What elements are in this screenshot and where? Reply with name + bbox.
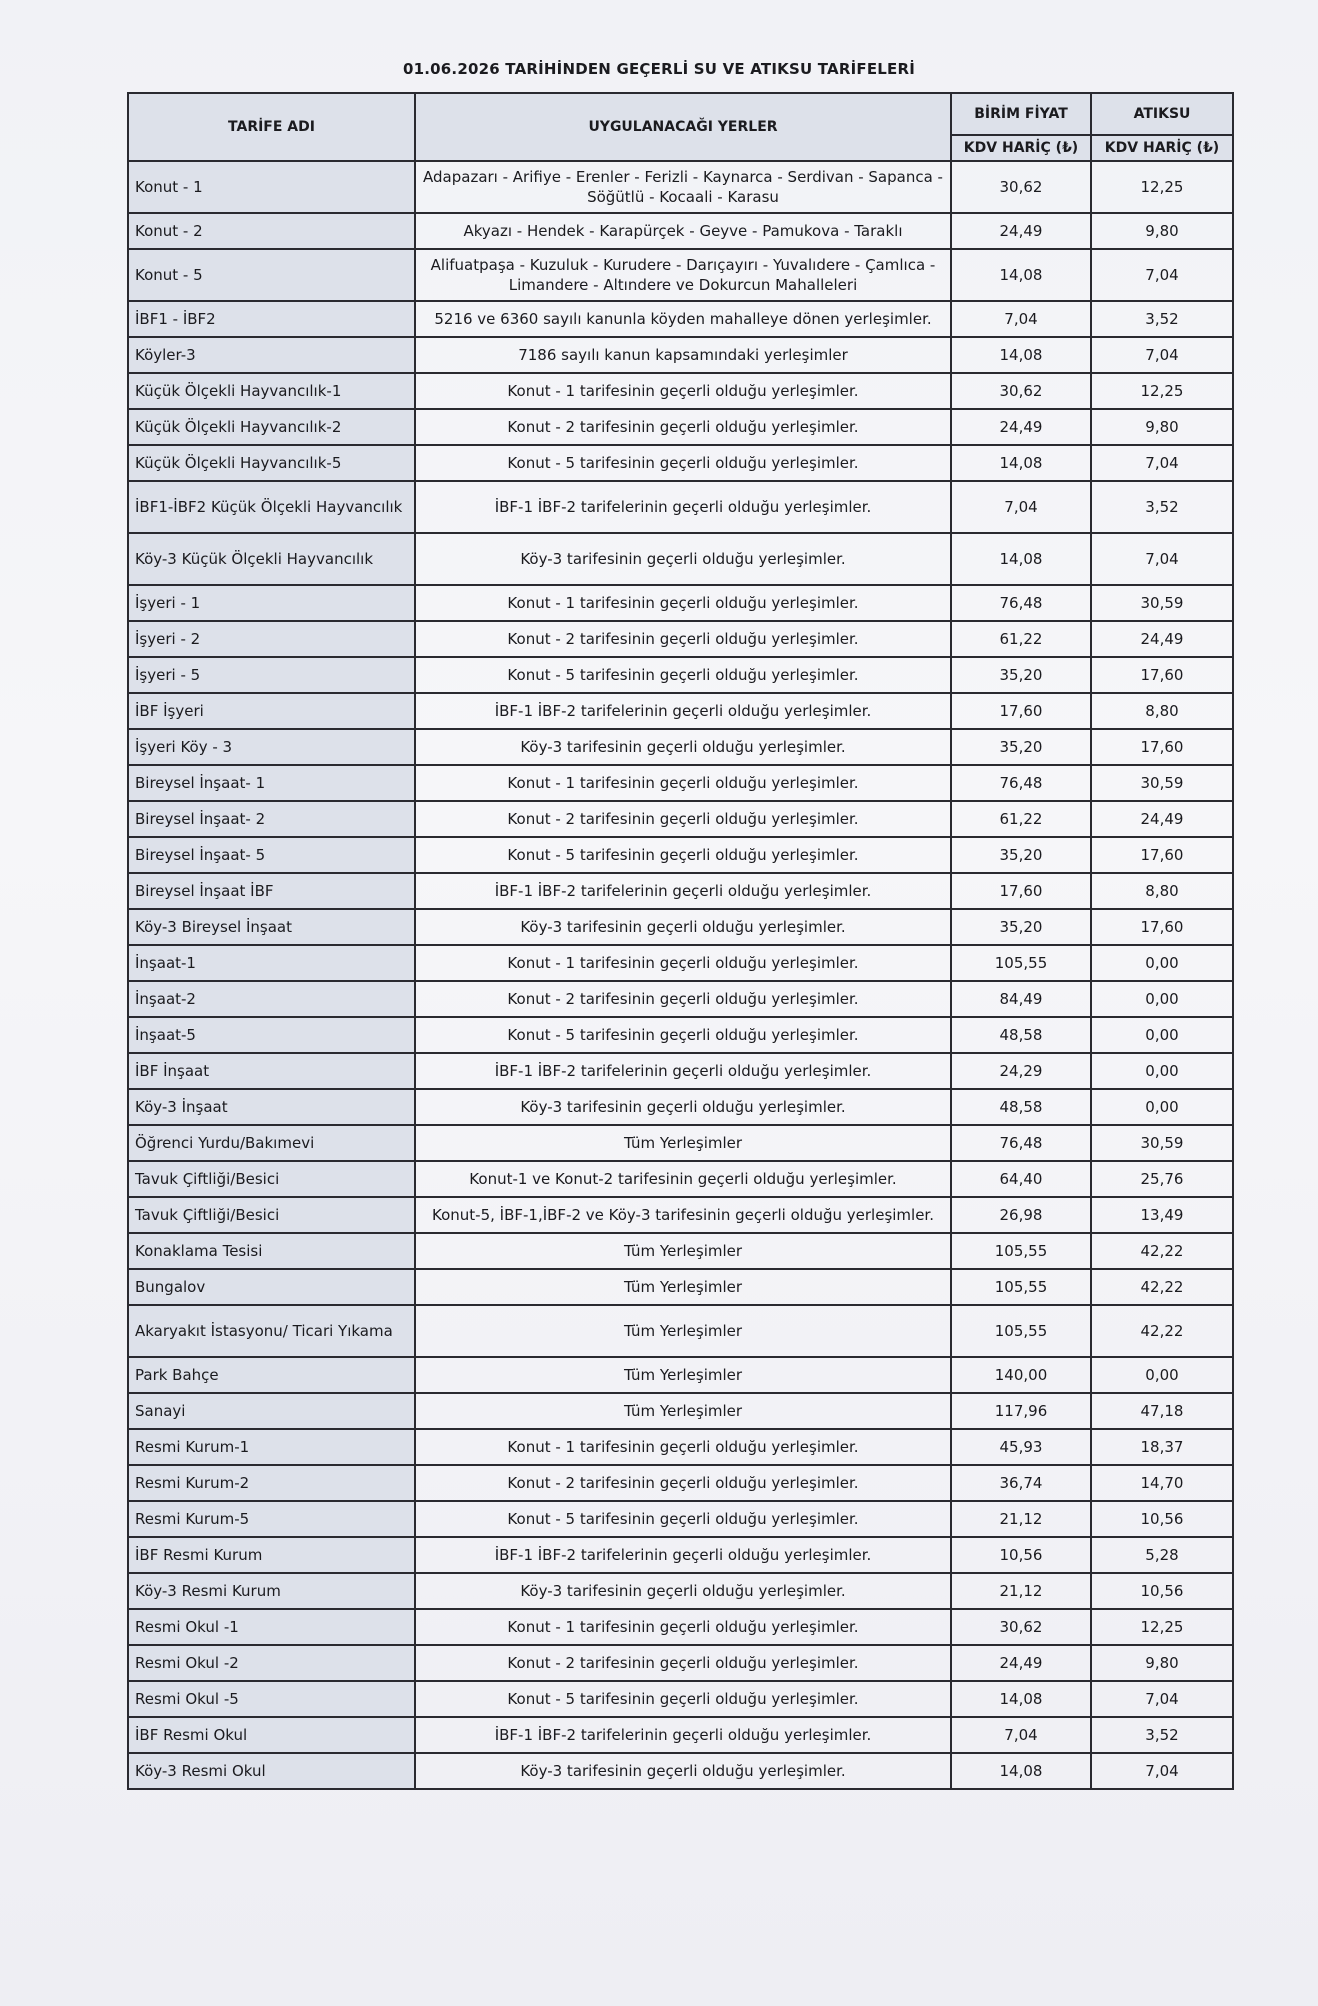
locations-cell: Konut - 1 tarifesinin geçerli olduğu yerleşimler. <box>415 1429 951 1465</box>
header-locations: UYGULANACAĞI YERLER <box>415 93 951 161</box>
unit-price-cell: 14,08 <box>951 1681 1091 1717</box>
wastewater-cell: 9,80 <box>1091 1645 1233 1681</box>
wastewater-cell: 14,70 <box>1091 1465 1233 1501</box>
table-row <box>128 1573 1233 1609</box>
wastewater-cell: 17,60 <box>1091 837 1233 873</box>
unit-price-cell: 24,29 <box>951 1053 1091 1089</box>
unit-price-cell: 30,62 <box>951 1609 1091 1645</box>
tariff-name-cell: İnşaat-2 <box>128 981 415 1017</box>
unit-price-cell: 48,58 <box>951 1017 1091 1053</box>
locations-cell: Konut - 1 tarifesinin geçerli olduğu yerleşimler. <box>415 1609 951 1645</box>
locations-cell: 5216 ve 6360 sayılı kanunla köyden mahalleye dönen yerleşimler. <box>415 301 951 337</box>
unit-price-cell: 21,12 <box>951 1501 1091 1537</box>
table-row <box>128 1537 1233 1573</box>
locations-cell: Konut - 5 tarifesinin geçerli olduğu yerleşimler. <box>415 445 951 481</box>
tariff-name-cell: Resmi Kurum-1 <box>128 1429 415 1465</box>
locations-cell: Konut - 1 tarifesinin geçerli olduğu yerleşimler. <box>415 945 951 981</box>
unit-price-cell: 35,20 <box>951 729 1091 765</box>
locations-cell: İBF-1 İBF-2 tarifelerinin geçerli olduğu yerleşimler. <box>415 481 951 533</box>
tariff-name-cell: Bireysel İnşaat- 1 <box>128 765 415 801</box>
wastewater-cell: 7,04 <box>1091 249 1233 301</box>
wastewater-cell: 3,52 <box>1091 301 1233 337</box>
wastewater-cell: 30,59 <box>1091 1125 1233 1161</box>
table-row <box>128 801 1233 837</box>
unit-price-cell: 35,20 <box>951 909 1091 945</box>
header-row <box>128 93 1233 135</box>
wastewater-cell: 7,04 <box>1091 445 1233 481</box>
table-row <box>128 1357 1233 1393</box>
unit-price-cell: 14,08 <box>951 533 1091 585</box>
table-row <box>128 981 1233 1017</box>
locations-cell: İBF-1 İBF-2 tarifelerinin geçerli olduğu yerleşimler. <box>415 1717 951 1753</box>
locations-cell: İBF-1 İBF-2 tarifelerinin geçerli olduğu yerleşimler. <box>415 873 951 909</box>
unit-price-cell: 14,08 <box>951 249 1091 301</box>
locations-cell: Tüm Yerleşimler <box>415 1125 951 1161</box>
table-row <box>128 873 1233 909</box>
tariff-name-cell: Köy-3 Resmi Okul <box>128 1753 415 1789</box>
tariff-name-cell: Köy-3 İnşaat <box>128 1089 415 1125</box>
locations-cell: Tüm Yerleşimler <box>415 1269 951 1305</box>
unit-price-cell: 35,20 <box>951 837 1091 873</box>
locations-cell: Köy-3 tarifesinin geçerli olduğu yerleşimler. <box>415 1573 951 1609</box>
tariff-rows <box>128 161 1233 1789</box>
tariff-name-cell: İşyeri - 2 <box>128 621 415 657</box>
unit-price-cell: 105,55 <box>951 945 1091 981</box>
unit-price-cell: 61,22 <box>951 621 1091 657</box>
table-row <box>128 409 1233 445</box>
unit-price-cell: 105,55 <box>951 1233 1091 1269</box>
wastewater-cell: 42,22 <box>1091 1305 1233 1357</box>
wastewater-cell: 8,80 <box>1091 873 1233 909</box>
locations-cell: Konut - 5 tarifesinin geçerli olduğu yerleşimler. <box>415 657 951 693</box>
tariff-name-cell: Bireysel İnşaat- 5 <box>128 837 415 873</box>
tariff-name-cell: Konaklama Tesisi <box>128 1233 415 1269</box>
table-row <box>128 1053 1233 1089</box>
table-row <box>128 621 1233 657</box>
tariff-name-cell: İBF1 - İBF2 <box>128 301 415 337</box>
wastewater-cell: 17,60 <box>1091 657 1233 693</box>
table-row <box>128 909 1233 945</box>
wastewater-cell: 7,04 <box>1091 337 1233 373</box>
tariff-name-cell: Küçük Ölçekli Hayvancılık-1 <box>128 373 415 409</box>
table-row <box>128 1465 1233 1501</box>
unit-price-cell: 24,49 <box>951 213 1091 249</box>
locations-cell: İBF-1 İBF-2 tarifelerinin geçerli olduğu yerleşimler. <box>415 1537 951 1573</box>
locations-cell: Köy-3 tarifesinin geçerli olduğu yerleşimler. <box>415 909 951 945</box>
tariff-name-cell: Küçük Ölçekli Hayvancılık-2 <box>128 409 415 445</box>
header-unit-price-vat: KDV HARİÇ (₺) <box>951 135 1091 161</box>
unit-price-cell: 17,60 <box>951 873 1091 909</box>
table-row <box>128 161 1233 213</box>
wastewater-cell: 7,04 <box>1091 1681 1233 1717</box>
locations-cell: Konut - 2 tarifesinin geçerli olduğu yerleşimler. <box>415 409 951 445</box>
unit-price-cell: 7,04 <box>951 481 1091 533</box>
table-row <box>128 1125 1233 1161</box>
table-row <box>128 693 1233 729</box>
table-row <box>128 1305 1233 1357</box>
table-row <box>128 301 1233 337</box>
locations-cell: İBF-1 İBF-2 tarifelerinin geçerli olduğu yerleşimler. <box>415 693 951 729</box>
wastewater-cell: 17,60 <box>1091 729 1233 765</box>
table-row <box>128 337 1233 373</box>
table-row <box>128 585 1233 621</box>
locations-cell: Köy-3 tarifesinin geçerli olduğu yerleşimler. <box>415 533 951 585</box>
locations-cell: Konut-1 ve Konut-2 tarifesinin geçerli olduğu yerleşimler. <box>415 1161 951 1197</box>
wastewater-cell: 18,37 <box>1091 1429 1233 1465</box>
table-row <box>128 1233 1233 1269</box>
table-row <box>128 1393 1233 1429</box>
tariff-name-cell: İBF1-İBF2 Küçük Ölçekli Hayvancılık <box>128 481 415 533</box>
wastewater-cell: 30,59 <box>1091 585 1233 621</box>
table-row <box>128 1753 1233 1789</box>
table-row <box>128 765 1233 801</box>
table-row <box>128 373 1233 409</box>
table-row <box>128 481 1233 533</box>
unit-price-cell: 76,48 <box>951 1125 1091 1161</box>
table-row <box>128 1717 1233 1753</box>
locations-cell: Tüm Yerleşimler <box>415 1393 951 1429</box>
tariff-name-cell: Resmi Okul -1 <box>128 1609 415 1645</box>
locations-cell: Konut - 5 tarifesinin geçerli olduğu yerleşimler. <box>415 837 951 873</box>
unit-price-cell: 61,22 <box>951 801 1091 837</box>
tariff-name-cell: Bireysel İnşaat İBF <box>128 873 415 909</box>
locations-cell: Adapazarı - Arifiye - Erenler - Ferizli - Kaynarca - Serdivan - Sapanca - Söğütlü - Kocaali - Karasu <box>415 161 951 213</box>
unit-price-cell: 10,56 <box>951 1537 1091 1573</box>
unit-price-cell: 105,55 <box>951 1305 1091 1357</box>
locations-cell: Konut - 1 tarifesinin geçerli olduğu yerleşimler. <box>415 585 951 621</box>
header-wastewater: ATIKSU <box>1091 93 1233 135</box>
locations-cell: Köy-3 tarifesinin geçerli olduğu yerleşimler. <box>415 1753 951 1789</box>
wastewater-cell: 30,59 <box>1091 765 1233 801</box>
wastewater-cell: 10,56 <box>1091 1501 1233 1537</box>
locations-cell: Konut-5, İBF-1,İBF-2 ve Köy-3 tarifesinin geçerli olduğu yerleşimler. <box>415 1197 951 1233</box>
locations-cell: Konut - 2 tarifesinin geçerli olduğu yerleşimler. <box>415 621 951 657</box>
table-row <box>128 533 1233 585</box>
header-wastewater-vat: KDV HARİÇ (₺) <box>1091 135 1233 161</box>
table-row <box>128 657 1233 693</box>
unit-price-cell: 7,04 <box>951 1717 1091 1753</box>
locations-cell: Tüm Yerleşimler <box>415 1305 951 1357</box>
unit-price-cell: 14,08 <box>951 337 1091 373</box>
tariff-name-cell: İBF İnşaat <box>128 1053 415 1089</box>
table-row <box>128 1681 1233 1717</box>
unit-price-cell: 84,49 <box>951 981 1091 1017</box>
unit-price-cell: 76,48 <box>951 765 1091 801</box>
unit-price-cell: 26,98 <box>951 1197 1091 1233</box>
document-title: 01.06.2026 TARİHİNDEN GEÇERLİ SU VE ATIKSU TARİFELERİ <box>402 60 916 78</box>
locations-cell: Konut - 2 tarifesinin geçerli olduğu yerleşimler. <box>415 1465 951 1501</box>
unit-price-cell: 117,96 <box>951 1393 1091 1429</box>
unit-price-cell: 36,74 <box>951 1465 1091 1501</box>
tariff-name-cell: Tavuk Çiftliği/Besici <box>128 1161 415 1197</box>
table-row <box>128 1089 1233 1125</box>
table-row <box>128 1501 1233 1537</box>
wastewater-cell: 12,25 <box>1091 161 1233 213</box>
table-row <box>128 1197 1233 1233</box>
wastewater-cell: 47,18 <box>1091 1393 1233 1429</box>
table-row <box>128 445 1233 481</box>
table-row <box>128 729 1233 765</box>
unit-price-cell: 21,12 <box>951 1573 1091 1609</box>
wastewater-cell: 17,60 <box>1091 909 1233 945</box>
locations-cell: Konut - 5 tarifesinin geçerli olduğu yerleşimler. <box>415 1681 951 1717</box>
wastewater-cell: 42,22 <box>1091 1269 1233 1305</box>
tariff-name-cell: Konut - 2 <box>128 213 415 249</box>
wastewater-cell: 24,49 <box>1091 801 1233 837</box>
unit-price-cell: 76,48 <box>951 585 1091 621</box>
unit-price-cell: 30,62 <box>951 161 1091 213</box>
tariff-name-cell: İnşaat-1 <box>128 945 415 981</box>
tariff-name-cell: İBF İşyeri <box>128 693 415 729</box>
unit-price-cell: 7,04 <box>951 301 1091 337</box>
wastewater-cell: 24,49 <box>1091 621 1233 657</box>
wastewater-cell: 8,80 <box>1091 693 1233 729</box>
wastewater-cell: 9,80 <box>1091 409 1233 445</box>
tariff-name-cell: İnşaat-5 <box>128 1017 415 1053</box>
table-row <box>128 1429 1233 1465</box>
tariff-table <box>127 92 1234 1790</box>
tariff-name-cell: Resmi Kurum-2 <box>128 1465 415 1501</box>
tariff-name-cell: Konut - 1 <box>128 161 415 213</box>
tariff-name-cell: İşyeri - 5 <box>128 657 415 693</box>
locations-cell: Köy-3 tarifesinin geçerli olduğu yerleşimler. <box>415 1089 951 1125</box>
locations-cell: Tüm Yerleşimler <box>415 1357 951 1393</box>
locations-cell: Konut - 2 tarifesinin geçerli olduğu yerleşimler. <box>415 1645 951 1681</box>
locations-cell: Konut - 1 tarifesinin geçerli olduğu yerleşimler. <box>415 765 951 801</box>
wastewater-cell: 0,00 <box>1091 1089 1233 1125</box>
locations-cell: Konut - 5 tarifesinin geçerli olduğu yerleşimler. <box>415 1501 951 1537</box>
tariff-name-cell: Resmi Kurum-5 <box>128 1501 415 1537</box>
wastewater-cell: 0,00 <box>1091 1053 1233 1089</box>
unit-price-cell: 30,62 <box>951 373 1091 409</box>
locations-cell: Akyazı - Hendek - Karapürçek - Geyve - Pamukova - Taraklı <box>415 213 951 249</box>
unit-price-cell: 17,60 <box>951 693 1091 729</box>
locations-cell: Konut - 2 tarifesinin geçerli olduğu yerleşimler. <box>415 981 951 1017</box>
tariff-name-cell: Küçük Ölçekli Hayvancılık-5 <box>128 445 415 481</box>
wastewater-cell: 0,00 <box>1091 981 1233 1017</box>
tariff-name-cell: Tavuk Çiftliği/Besici <box>128 1197 415 1233</box>
unit-price-cell: 14,08 <box>951 445 1091 481</box>
table-row <box>128 249 1233 301</box>
wastewater-cell: 0,00 <box>1091 945 1233 981</box>
table-row <box>128 945 1233 981</box>
locations-cell: Tüm Yerleşimler <box>415 1233 951 1269</box>
locations-cell: Köy-3 tarifesinin geçerli olduğu yerleşimler. <box>415 729 951 765</box>
unit-price-cell: 140,00 <box>951 1357 1091 1393</box>
wastewater-cell: 12,25 <box>1091 1609 1233 1645</box>
tariff-name-cell: Akaryakıt İstasyonu/ Ticari Yıkama <box>128 1305 415 1357</box>
wastewater-cell: 3,52 <box>1091 1717 1233 1753</box>
tariff-name-cell: İşyeri - 1 <box>128 585 415 621</box>
tariff-name-cell: Bireysel İnşaat- 2 <box>128 801 415 837</box>
table-row <box>128 1017 1233 1053</box>
unit-price-cell: 45,93 <box>951 1429 1091 1465</box>
tariff-name-cell: Park Bahçe <box>128 1357 415 1393</box>
tariff-name-cell: Resmi Okul -2 <box>128 1645 415 1681</box>
unit-price-cell: 24,49 <box>951 1645 1091 1681</box>
tariff-name-cell: İBF Resmi Okul <box>128 1717 415 1753</box>
wastewater-cell: 42,22 <box>1091 1233 1233 1269</box>
tariff-name-cell: Sanayi <box>128 1393 415 1429</box>
wastewater-cell: 5,28 <box>1091 1537 1233 1573</box>
locations-cell: 7186 sayılı kanun kapsamındaki yerleşimler <box>415 337 951 373</box>
tariff-name-cell: Köy-3 Küçük Ölçekli Hayvancılık <box>128 533 415 585</box>
unit-price-cell: 35,20 <box>951 657 1091 693</box>
unit-price-cell: 64,40 <box>951 1161 1091 1197</box>
locations-cell: İBF-1 İBF-2 tarifelerinin geçerli olduğu yerleşimler. <box>415 1053 951 1089</box>
wastewater-cell: 0,00 <box>1091 1357 1233 1393</box>
wastewater-cell: 3,52 <box>1091 481 1233 533</box>
tariff-name-cell: Konut - 5 <box>128 249 415 301</box>
wastewater-cell: 7,04 <box>1091 533 1233 585</box>
tariff-name-cell: İBF Resmi Kurum <box>128 1537 415 1573</box>
unit-price-cell: 48,58 <box>951 1089 1091 1125</box>
wastewater-cell: 7,04 <box>1091 1753 1233 1789</box>
tariff-name-cell: Köyler-3 <box>128 337 415 373</box>
table-row <box>128 1269 1233 1305</box>
locations-cell: Konut - 1 tarifesinin geçerli olduğu yerleşimler. <box>415 373 951 409</box>
tariff-name-cell: İşyeri Köy - 3 <box>128 729 415 765</box>
locations-cell: Alifuatpaşa - Kuzuluk - Kurudere - Darıçayırı - Yuvalıdere - Çamlıca - Limandere - Altındere ve Dokurcun Mahalleleri <box>415 249 951 301</box>
table-row <box>128 1645 1233 1681</box>
wastewater-cell: 25,76 <box>1091 1161 1233 1197</box>
table-row <box>128 1161 1233 1197</box>
unit-price-cell: 24,49 <box>951 409 1091 445</box>
header-unit-price: BİRİM FİYAT <box>951 93 1091 135</box>
locations-cell: Konut - 5 tarifesinin geçerli olduğu yerleşimler. <box>415 1017 951 1053</box>
unit-price-cell: 14,08 <box>951 1753 1091 1789</box>
tariff-name-cell: Resmi Okul -5 <box>128 1681 415 1717</box>
table-row <box>128 213 1233 249</box>
wastewater-cell: 13,49 <box>1091 1197 1233 1233</box>
unit-price-cell: 105,55 <box>951 1269 1091 1305</box>
wastewater-cell: 9,80 <box>1091 213 1233 249</box>
wastewater-cell: 12,25 <box>1091 373 1233 409</box>
locations-cell: Konut - 2 tarifesinin geçerli olduğu yerleşimler. <box>415 801 951 837</box>
wastewater-cell: 10,56 <box>1091 1573 1233 1609</box>
header-tariff-name: TARİFE ADI <box>128 93 415 161</box>
wastewater-cell: 0,00 <box>1091 1017 1233 1053</box>
tariff-name-cell: Köy-3 Bireysel İnşaat <box>128 909 415 945</box>
table-row <box>128 1609 1233 1645</box>
tariff-name-cell: Bungalov <box>128 1269 415 1305</box>
tariff-name-cell: Köy-3 Resmi Kurum <box>128 1573 415 1609</box>
table-row <box>128 837 1233 873</box>
tariff-name-cell: Öğrenci Yurdu/Bakımevi <box>128 1125 415 1161</box>
